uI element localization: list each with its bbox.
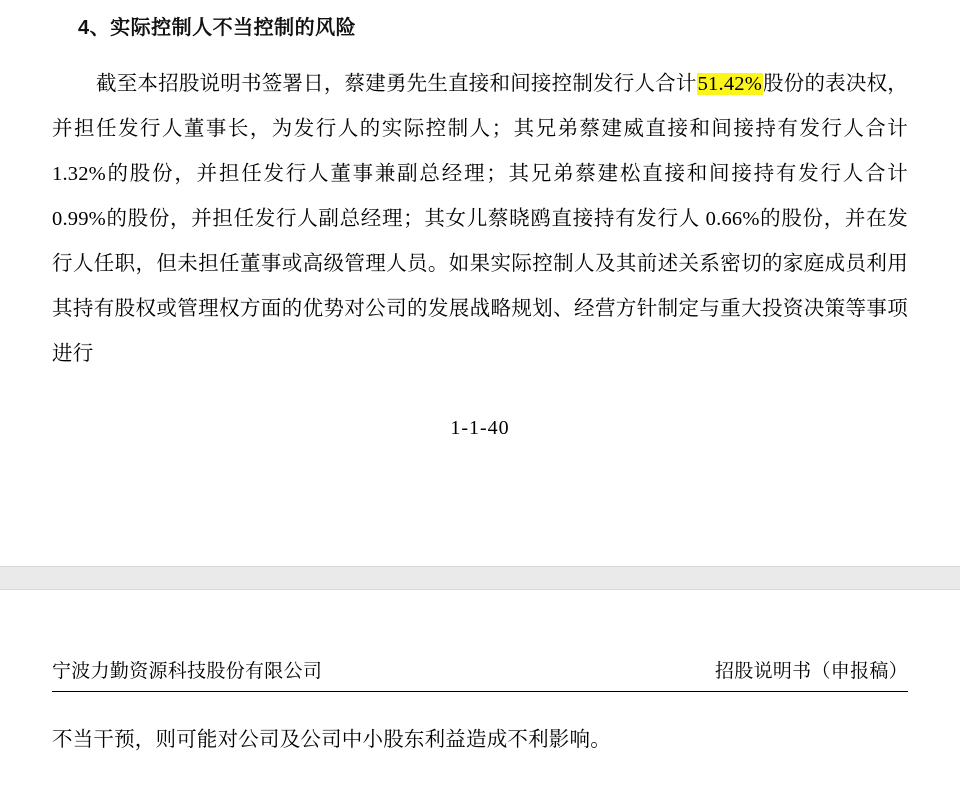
document-page-two [0, 656, 960, 791]
section-heading: 4、实际控制人不当控制的风险 [78, 17, 357, 39]
document-running-header [52, 656, 908, 692]
page-number-footer: 1-1-40 [450, 417, 510, 439]
separator-line-bottom [0, 589, 960, 590]
continued-paragraph: 不当干预，则可能对公司及公司中小股东利益造成不利影响。 [52, 729, 611, 751]
separator-shadow-band [0, 567, 960, 589]
paragraph-text-after-highlight: 股份的表决权，并担任发行人董事长，为发行人的实际控制人；其兄弟蔡建威直接和间接持有发行人合计 1.32%的股份，并担任发行人董事兼副总经理；其兄弟蔡建松直接和间接持有发行人合计 0.99%的股份，并担任发行人副总经理；其女儿蔡晓鸥直接持有发行人 0.66%的股份，并在发行人任职，但未担任董事或高级管理人员。如果实际控制人及其前述关系密切的家庭成员利用其持有股权或管理权方面的优势对公司的发展战略规划、经营方针制定与重大投资决策等事项进行 [52, 73, 908, 365]
highlighted-percentage: 51.42% [697, 73, 763, 95]
risk-paragraph [52, 62, 908, 377]
header-document-type: 招股说明书（申报稿） [714, 661, 908, 682]
paragraph-text-before-highlight: 截至本招股说明书签署日，蔡建勇先生直接和间接控制发行人合计 [96, 73, 697, 95]
header-company-name: 宁波力勤资源科技股份有限公司 [52, 661, 323, 682]
page-separator [0, 566, 960, 656]
